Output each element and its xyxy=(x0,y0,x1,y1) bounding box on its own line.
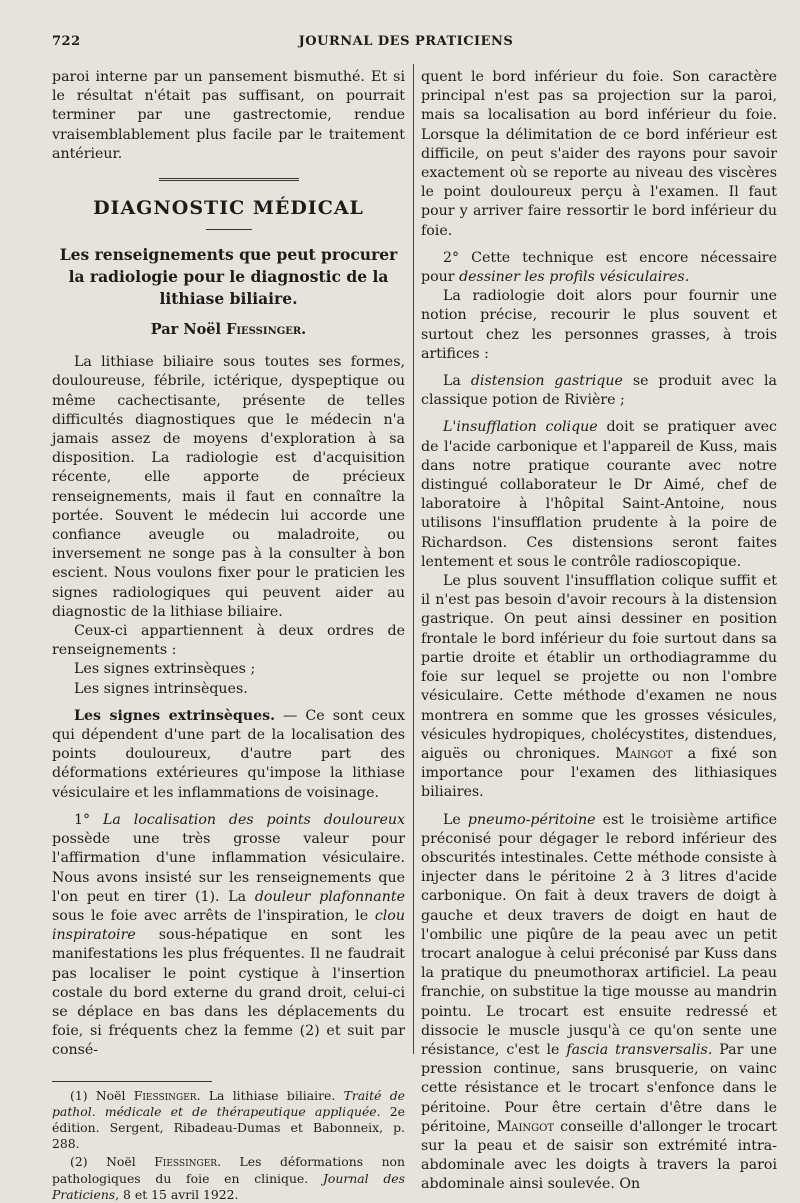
article-title xyxy=(52,244,405,310)
ortho-text-a: Le plus souvent l'insufflation colique suffit et il n'est pas besoin d'avoir recours à la distension gastrique. On peut ainsi dessiner en position frontale le bord inférieur du foie surtout dans sa partie droite et établir un orthodiagramme du foie sur lequel se projette ou non l'ombre vésiculaire. Cette méthode d'examen ne nous montrera en somme que les grosses vésicules, vésicules hydropiques, cholécystites, distendues, aiguës ou chroniques. xyxy=(421,573,777,762)
article-title-line-1: Les renseignements que peut procurer xyxy=(59,245,398,265)
running-header xyxy=(52,30,760,52)
page-number: 722 xyxy=(52,33,81,49)
vesicular-text: 2° Cette technique est encore nécessaire pour xyxy=(421,249,777,286)
continued-paragraph-right: quent le bord inférieur du foie. Son caractère principal n'est pas sa projection sur la paroi, mais sa localisation au bord inférieur du foie. Lorsque la délimitation de ce bord inférieur est difficile, on peut s'aider des rayons pour savoir exactement où se reporte au niveau des viscères le point douloureux perçu à l'examen. Il faut pour y arriver faire ressortir le bord inférieur du foie. xyxy=(421,69,777,239)
list-item-extrinsic: Les signes extrinsèques ; xyxy=(74,661,256,678)
pain-points-heading: La localisation des points douloureux xyxy=(103,811,405,828)
pain-points-text-b: sous le foie avec arrêts de l'inspiration, le xyxy=(52,907,375,924)
artifices-paragraph: La radiologie doit alors pour fournir une notion précise, recourir le plus souvent et surtout chez les personnes grasses, à trois artifices : xyxy=(421,288,777,362)
extrinsic-signs-text: — Ce sont ceux qui dépendent d'une part de la localisation des points douloureux, d'autre part des déformations extérieures qu'impose la lithiase vésiculaire et les inflammations de voisinage. xyxy=(52,707,406,801)
pneumo-text-c: Par une pression continue, sans brusquerie, on vainc cette résistance et le trocart s'enfonce dans le péritoine. Pour être certain d'être dans le péritoine, xyxy=(421,1041,777,1135)
list-item-intrinsic: Les signes intrinsèques. xyxy=(74,680,248,697)
section-title: DIAGNOSTIC MÉDICAL xyxy=(93,197,364,220)
fn1-italic: Traité de pathol. médicale et de thérapeutique appliquée. xyxy=(52,1087,405,1119)
left-column xyxy=(52,68,405,1203)
intro-paragraph: La lithiase biliaire sous toutes ses formes, douloureuse, fébrile, ictérique, dyspeptique ou même cachectisante, présente de telles difficultés diagnostiques que le médecin n'a jamais assez de moyens d'exploration à sa disposition. La radiologie est d'acquisition récente, elle apporte de précieux renseignements, mais il faut en connaître la portée. Souvent le médecin lui accorde une confiance aveugle ou maladroite, ou inversement ne songe pas à la consulter à bon escient. Nous voulons fixer pour le praticien les signes radiologiques qui peuvent aider au diagnostic de la lithiase biliaire. xyxy=(52,354,405,620)
pain-points-italic-2: douleur plafonnante xyxy=(254,888,405,905)
footnote-2 xyxy=(52,1154,405,1203)
pneumo-italic: pneumo-péritoine xyxy=(467,811,596,828)
continued-paragraph: paroi interne par un pansement bismuthé. Et si le résultat n'était pas suffisant, on pourrait terminer par une gastrectomie, rendue vraisemblablement plus facile par le traitement antérieur. xyxy=(52,69,405,162)
author-name: Fiessinger. xyxy=(226,321,307,339)
pain-points-paragraph xyxy=(52,811,405,1061)
orders-paragraph: Ceux-ci appartiennent à deux ordres de renseignements : xyxy=(52,623,405,659)
article-title-line-2: la radiologie pour le diagnostic de la lithiase biliaire. xyxy=(68,267,389,309)
extrinsic-signs-heading: Les signes extrinsèques. xyxy=(74,707,276,724)
author-prefix: Par Noël xyxy=(150,321,222,339)
journal-title: JOURNAL DES PRATICIENS xyxy=(298,33,514,49)
ortho-text-b: a fixé son importance pour l'examen des lithiasiques biliaires. xyxy=(421,745,777,801)
ortho-name: Maingot xyxy=(615,745,673,762)
gastric-distension-paragraph xyxy=(421,372,777,410)
vesicular-profiles-paragraph xyxy=(421,249,777,287)
pneumoperitoneum-paragraph xyxy=(421,811,777,1195)
fn2-text-a: (2) Noël xyxy=(70,1154,155,1170)
fn1-text-c: 2e édition. Sergent, Ribadeau-Dumas et Babonneix, p. 288. xyxy=(52,1103,406,1152)
pneumo-italic-2: fascia transversalis. xyxy=(566,1041,713,1058)
vesicular-italic: dessiner les profils vésiculaires. xyxy=(459,269,690,286)
orthodiagram-paragraph xyxy=(421,572,777,802)
colic-text: doit se pratiquer avec de l'acide carbonique et l'appareil de Kuss, mais dans notre pratique courante avec notre distingué collaborateur le Dr Aimé, chef de laboratoire à l'hôpital Saint-Antoine, nous utilisons l'insufflation prudente à la poire de Richardson. Ces distensions seront faites lentement et sous le contrôle radioscopique. xyxy=(421,419,777,570)
colic-italic: L'insufflation colique xyxy=(443,419,598,436)
gastric-text-a: La xyxy=(443,373,471,390)
gastric-italic: distension gastrique xyxy=(470,373,623,390)
fn2-author: Fiessinger xyxy=(154,1154,218,1170)
section-separator xyxy=(159,178,299,181)
right-column xyxy=(421,68,777,1195)
item-number-1: 1° xyxy=(74,811,91,828)
pneumo-text-a: Le xyxy=(443,811,468,828)
column-divider xyxy=(413,64,414,1054)
pneumo-text-d: conseille d'allonger le trocart sur la peau et de saisir son extrémité intra-abdominale avec les doigts à travers la paroi abdominale ainsi soulevée. On xyxy=(421,1118,777,1193)
footnote-1 xyxy=(52,1088,405,1153)
section-underline xyxy=(206,229,252,230)
pneumo-name: Maingot xyxy=(496,1118,555,1135)
pneumo-text-b: est le troisième artifice préconisé pour dégager le rebord inférieur des obscurités intestinales. Cette méthode consiste à injecter dans le péritoine 2 à 3 litres d'acide carbonique. On fait à deux travers de doigt à gauche et deux travers de doigt en haut de l'ombilic une piqûre de la peau avec un petit trocart analogue à celui préconisé par Kuss dans la pratique du pneumothorax artificiel. La peau franchie, on substitue la tige mousse au mandrin pointu. Le trocart est ensuite redressé et dissocie le muscle jusqu'à ce qu'on sente une résistance, c'est le xyxy=(421,811,778,1058)
footnote-rule xyxy=(52,1081,212,1082)
extrinsic-signs-paragraph xyxy=(52,707,405,803)
pain-points-text-a: possède une très grosse valeur pour l'affirmation d'une inflammation vésiculaire. Nous avons insisté sur les renseignements que l'on peut en tirer (1). La xyxy=(52,831,405,905)
fn2-text-b: . Les déformations non pathologiques du foie en clinique. xyxy=(52,1154,405,1186)
fn1-text-a: (1) Noël xyxy=(70,1087,134,1103)
fn2-italic: Journal des Praticiens, xyxy=(52,1170,405,1202)
pain-points-text-c: sous-hépatique en sont les manifestations les plus fréquentes. Il ne faudrait pas localiser le point cystique à l'insertion costale du bord externe du grand droit, celui-ci se déplace en bas dans les déplacements du foie, si fréquents chez la femme (2) et suit par consé- xyxy=(52,927,405,1059)
gastric-text-b: se produit avec la classique potion de Rivière ; xyxy=(421,373,777,409)
fn1-author: Fiessinger xyxy=(133,1087,197,1103)
colic-insufflation-paragraph xyxy=(421,418,777,572)
fn1-text-b: . La lithiase biliaire. xyxy=(196,1087,344,1103)
fn2-text-c: 8 et 15 avril 1922. xyxy=(119,1186,239,1202)
article-author xyxy=(52,320,405,339)
pain-points-italic-3: clou inspiratoire xyxy=(52,907,405,944)
